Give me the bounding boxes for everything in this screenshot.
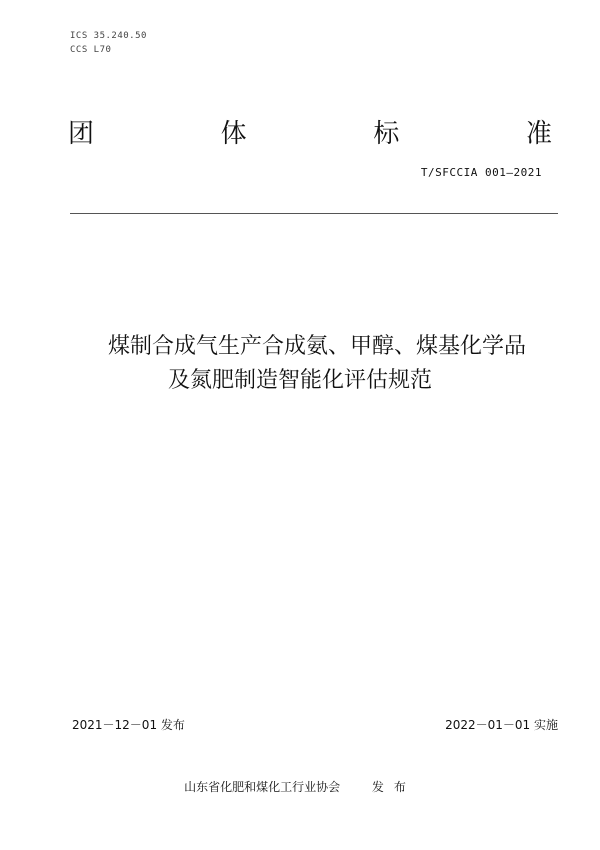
ics-code: ICS 35.240.50 xyxy=(70,31,147,41)
standard-code: T/SFCCIA 001—2021 xyxy=(420,166,542,179)
document-title-line-2: 及氮肥制造智能化评估规范 xyxy=(167,368,432,393)
issuer-action: 发布 xyxy=(371,780,416,794)
standard-type-char: 标 xyxy=(373,119,400,149)
standard-type-char: 团 xyxy=(68,119,95,149)
standard-type-title xyxy=(68,113,552,150)
publish-date: 2021－12－01 发布 xyxy=(72,718,185,732)
issuer-organization: 山东省化肥和煤化工行业协会 xyxy=(184,780,341,794)
document-title-line-1: 煤制合成气生产合成氨、甲醇、煤基化学品 xyxy=(107,334,526,359)
header-divider xyxy=(70,213,558,214)
issuer-line xyxy=(0,778,600,795)
standard-type-char: 体 xyxy=(220,119,247,149)
ccs-code: CCS L70 xyxy=(70,45,112,55)
implementation-date: 2022－01－01 实施 xyxy=(445,718,558,732)
document-title xyxy=(0,330,600,398)
standard-type-char: 准 xyxy=(525,119,552,149)
